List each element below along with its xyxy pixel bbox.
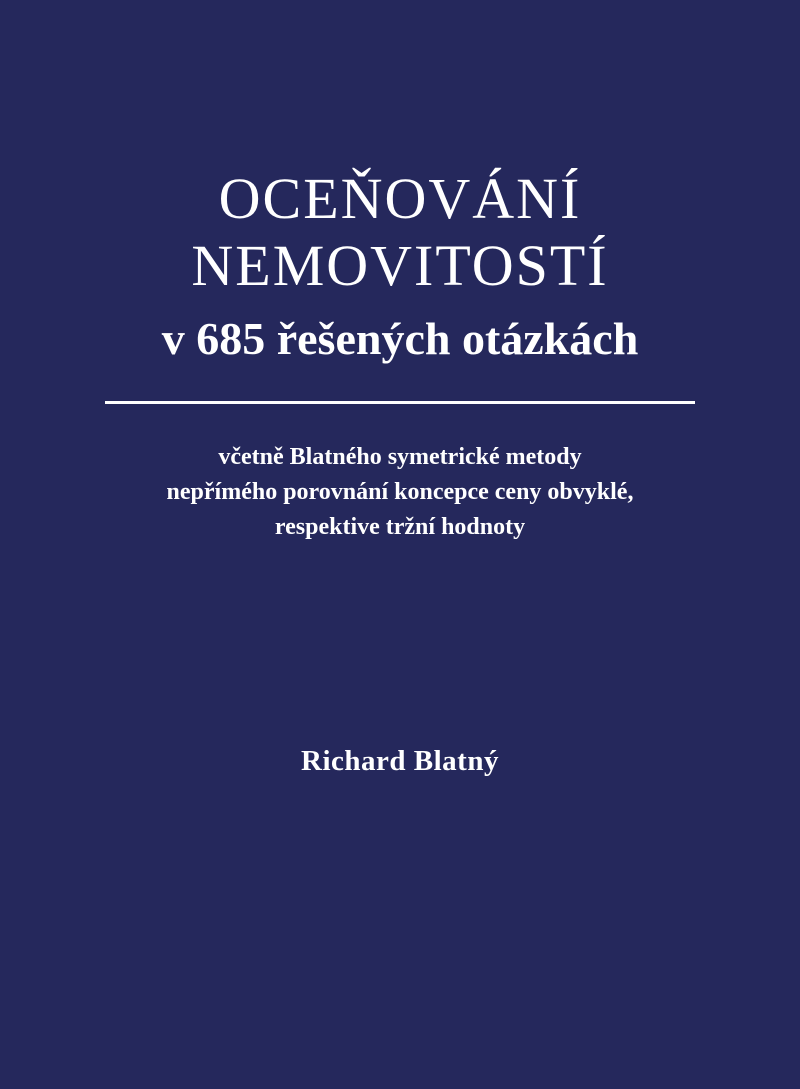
subtitle-block [90,440,710,545]
divider-rule [105,401,695,404]
title-block [0,168,800,365]
subtitle-line-1: včetně Blatného symetrické metody [218,443,582,470]
title-line-3: v 685 řešených otázkách [161,313,639,365]
title-line-2: NEMOVITOSTÍ [191,232,609,298]
subtitle-line-3: respektive tržní hodnoty [274,513,526,540]
title-line-1: OCEŇOVÁNÍ [218,166,582,231]
subtitle-line-2: nepřímého porovnání koncepce ceny obvyklé, [166,478,634,505]
author-name: Richard Blatný [301,744,499,777]
